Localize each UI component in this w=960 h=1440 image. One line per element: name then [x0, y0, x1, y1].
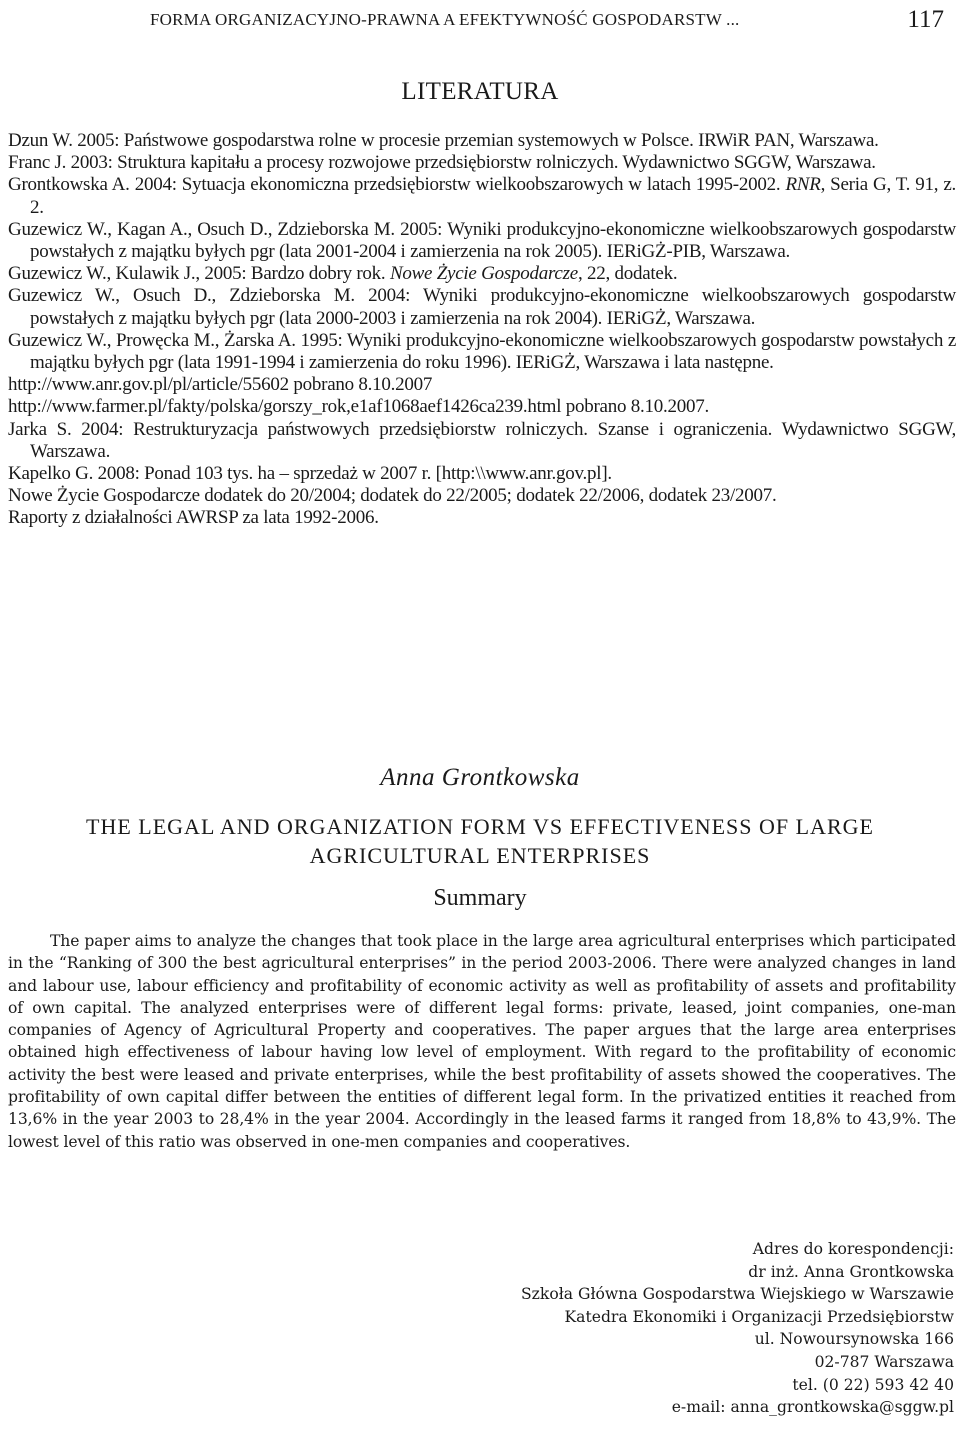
reference-item [8, 463, 956, 485]
reference-text: Jarka S. 2004: Restrukturyzacja państwowych przedsiębiorstw rolniczych. Szanse i ograniczenia. Wydawnictwo SGGW, Warszawa. [8, 418, 956, 462]
reference-text: Nowe Życie Gospodarcze dodatek do 20/2004; dodatek do 22/2005; dodatek 22/2006, dodatek 23/2007. [8, 485, 777, 507]
reference-text: Guzewicz W., Kagan A., Osuch D., Zdzieborska M. 2005: Wyniki produkcyjno-ekonomiczne wielkoobszarowych gospodarstw powstałych z majątku byłych pgr (lata 2001-2004 i zamierzenia na rok 2005). IERiGŻ-PIB, Warszawa. [8, 218, 956, 263]
english-title-line-2: AGRICULTURAL ENTERPRISES [309, 843, 651, 868]
reference-text: , 22, dodatek. [577, 263, 678, 285]
address-street: ul. Nowoursynowska 166 [754, 1330, 954, 1349]
reference-text: Guzewicz W., Osuch D., Zdzieborska M. 2004: Wyniki produkcyjno-ekonomiczne wielkoobszarowych gospodarstw powstałych z majątku byłych pgr (lata 2000-2003 i zamierzenia na rok 2004). IERiGŻ, Warszawa. [8, 285, 956, 329]
reference-item [8, 219, 956, 263]
reference-text: Guzewicz W., Kulawik J., 2005: Bardzo dobry rok. [8, 263, 390, 285]
author-name: Anna Grontkowska [380, 764, 580, 791]
reference-item [8, 330, 956, 374]
reference-item [8, 285, 956, 329]
reference-text: Raporty z działalności AWRSP za lata 1992-2006. [8, 507, 379, 529]
reference-item [8, 507, 956, 529]
english-title-line-1: THE LEGAL AND ORGANIZATION FORM VS EFFECTIVENESS OF LARGE [86, 814, 874, 839]
english-title [0, 812, 960, 870]
correspondence-address [521, 1238, 954, 1419]
page-number: 117 [907, 6, 944, 33]
reference-text: Franc J. 2003: Struktura kapitału a procesy rozwojowe przedsiębiorstw rolniczych. Wydawnictwo SGGW, Warszawa. [8, 152, 876, 174]
reference-list [8, 130, 956, 530]
reference-item [8, 374, 956, 396]
reference-item [8, 263, 956, 285]
reference-item [8, 130, 956, 152]
address-phone: tel. (0 22) 593 42 40 [792, 1375, 954, 1394]
reference-text: http://www.farmer.pl/fakty/polska/gorszy_rok,e1af1068aef1426ca239.html pobrano 8.10.2007. [8, 396, 709, 418]
reference-italic-text: RNR [785, 174, 821, 196]
running-header [150, 6, 950, 34]
reference-text: Guzewicz W., Prowęcka M., Żarska A. 1995: Wyniki produkcyjno-ekonomiczne wielkoobszarowych gospodarstw powstałych z majątku byłych pgr (lata 1991-1994 i zamierzenia do roku 1996). IERiGŻ, Warszawa i lata następne. [8, 329, 956, 374]
address-label: Adres do korespondencji: [752, 1240, 954, 1258]
address-email: e-mail: anna_grontkowska@sggw.pl [671, 1398, 954, 1417]
reference-text: Dzun W. 2005: Państwowe gospodarstwa rolne w procesie przemian systemowych w Polsce. IRWiR PAN, Warszawa. [8, 130, 879, 151]
literature-heading: LITERATURA [401, 78, 559, 105]
reference-item [8, 174, 956, 218]
reference-item [8, 485, 956, 507]
address-city: 02-787 Warszawa [814, 1352, 954, 1371]
reference-text: , Seria G, T. 91, z. 2. [30, 174, 957, 218]
reference-text: Kapelko G. 2008: Ponad 103 tys. ha – sprzedaż w 2007 r. [http:\\www.anr.gov.pl]. [8, 463, 612, 485]
address-department: Katedra Ekonomiki i Organizacji Przedsiębiorstw [564, 1307, 954, 1326]
reference-item [8, 152, 956, 174]
reference-text: Grontkowska A. 2004: Sytuacja ekonomiczna przedsiębiorstw wielkoobszarowych w latach 1995-2002. [8, 174, 786, 196]
reference-item [8, 419, 956, 463]
reference-italic-text: Nowe Życie Gospodarcze [389, 263, 578, 285]
summary-text: The paper aims to analyze the changes that took place in the large area agricultural enterprises which participated in the “Ranking of 300 the best agricultural enterprises” in the period 2003-2006. There were analyzed changes in land and labour use, labour efficiency and profitability of economic activity as well as profitability of assets and profitability of own capital. The analyzed enterprises were of different legal forms: private, leased, joint companies, one-man companies of Agency of Agricultural Property and cooperatives. The paper argues that the large area enterprises obtained high effectiveness of labour having low level of employment. With regard to the profitability of economic activity the best were leased and private enterprises, while the best profitability of assets showed the cooperatives. The profitability of own capital differ between the entities of different legal form. In the privatized entities it reached from 13,6% in the year 2003 to 28,4% in the year 2004. Accordingly in the leased farms it ranged from 18,8% to 43,9%. The lowest level of this ratio was observed in one-men companies and cooperatives. [8, 932, 956, 1151]
address-name: dr inż. Anna Grontkowska [748, 1262, 954, 1281]
reference-item [8, 396, 956, 418]
summary-heading: Summary [433, 885, 527, 911]
address-institution: Szkoła Główna Gospodarstwa Wiejskiego w Warszawie [520, 1285, 954, 1304]
reference-text: http://www.anr.gov.pl/pl/article/55602 pobrano 8.10.2007 [8, 374, 433, 396]
running-title: FORMA ORGANIZACYJNO-PRAWNA A EFEKTYWNOŚĆ GOSPODARSTW ... [150, 10, 740, 29]
